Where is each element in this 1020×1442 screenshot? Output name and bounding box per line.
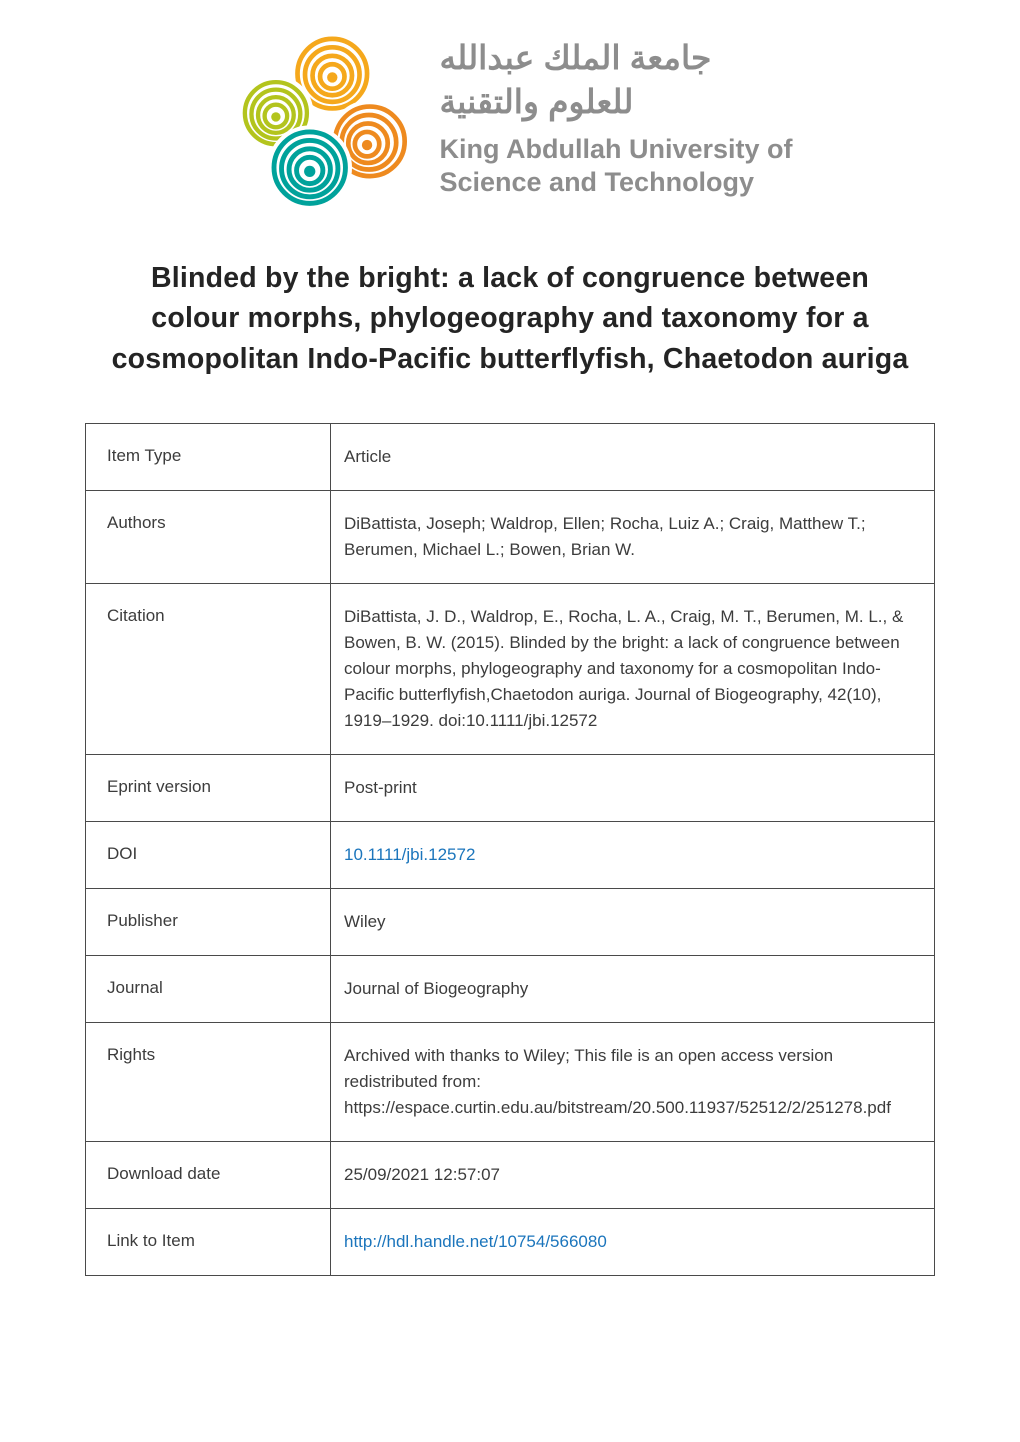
title-line-2: colour morphs, phylogeography and taxonomy for a (151, 302, 869, 335)
row-value: 25/09/2021 12:57:07 (331, 1142, 935, 1209)
row-value: Article (331, 424, 935, 491)
table-row (86, 1023, 935, 1142)
row-label: Download date (86, 1142, 331, 1209)
row-label: Citation (86, 584, 331, 755)
title-line-3: cosmopolitan Indo-Pacific butterflyfish, Chaetodon auriga (111, 342, 909, 375)
kaust-logo (0, 36, 1020, 210)
table-row (86, 822, 935, 889)
kaust-beacon-logo-icon (227, 36, 415, 210)
row-label: Link to Item (86, 1209, 331, 1276)
logo-arabic-line-2: للعلوم والتقنية (439, 82, 634, 120)
table-row (86, 424, 935, 491)
table-row (86, 755, 935, 822)
row-value: Archived with thanks to Wiley; This file is an open access version redistributed from: https://espace.curtin.edu.au/bitstream/20.500.11937/52512/2/251278.pdf (331, 1023, 935, 1142)
row-value-link[interactable]: 10.1111/jbi.12572 (344, 845, 476, 865)
row-value: DiBattista, J. D., Waldrop, E., Rocha, L. A., Craig, M. T., Berumen, M. L., & Bowen, B. W. (2015). Blinded by the bright: a lack of congruence between colour morphs, phylogeography and taxonomy for a cosmopolitan Indo-Pacific butterflyfish,Chaetodon auriga. Journal of Biogeography, 42(10), 1919–1929. doi:10.1111/jbi.12572 (331, 584, 935, 755)
table-row (86, 956, 935, 1023)
table-row (86, 1142, 935, 1209)
row-label: Authors (86, 491, 331, 584)
row-label: Eprint version (86, 755, 331, 822)
row-value: DiBattista, Joseph; Waldrop, Ellen; Rocha, Luiz A.; Craig, Matthew T.; Berumen, Michael L.; Bowen, Brian W. (331, 491, 935, 584)
row-label: Rights (86, 1023, 331, 1142)
logo-arabic-line-1: جامعة الملك عبدالله (439, 39, 712, 76)
row-label: Journal (86, 956, 331, 1023)
table-row (86, 889, 935, 956)
logo-swirl-teal (268, 125, 353, 210)
table-row (86, 584, 935, 755)
row-value: Journal of Biogeography (331, 956, 935, 1023)
row-value: Post-print (331, 755, 935, 822)
row-value-link[interactable]: http://hdl.handle.net/10754/566080 (344, 1232, 607, 1252)
logo-english-line-1: King Abdullah University of (439, 134, 793, 165)
row-label: DOI (86, 822, 331, 889)
row-label: Item Type (86, 424, 331, 491)
page-title (0, 258, 1020, 379)
title-line-1: Blinded by the bright: a lack of congruence between (150, 262, 870, 294)
row-value (331, 822, 935, 889)
table-row (86, 1209, 935, 1276)
row-value (331, 1209, 935, 1276)
logo-english-line-2: Science and Technology (439, 167, 755, 198)
table-row (86, 491, 935, 584)
kaust-logo-text (439, 36, 792, 199)
row-value: Wiley (331, 889, 935, 956)
metadata-table (85, 423, 935, 1276)
row-label: Publisher (86, 889, 331, 956)
